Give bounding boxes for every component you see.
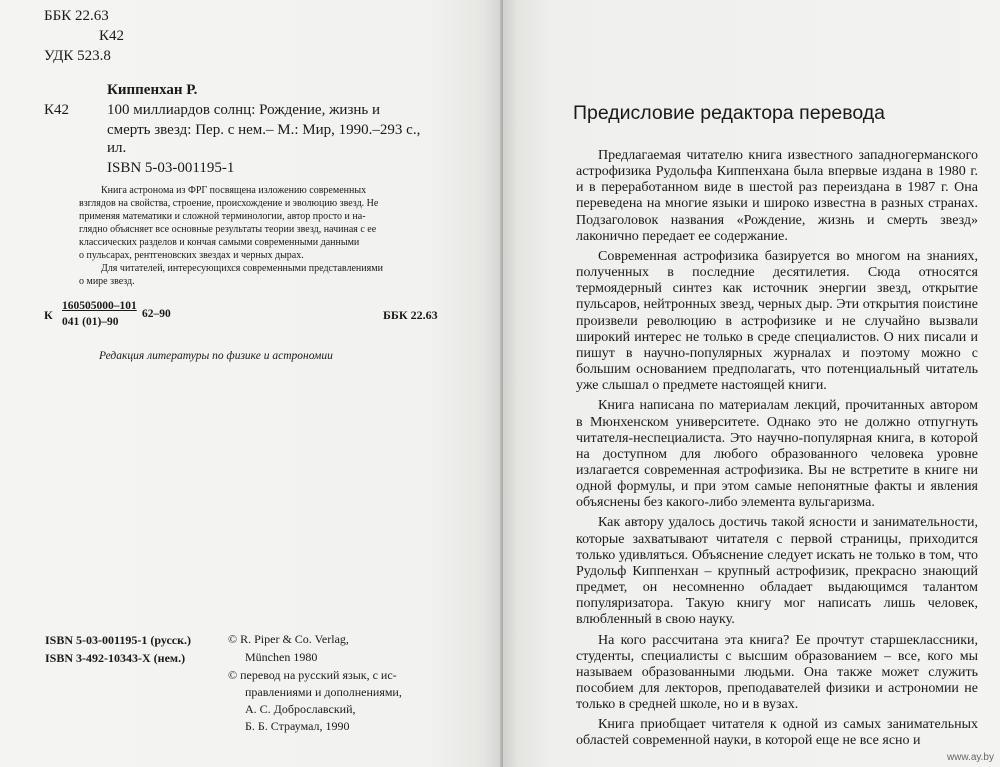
copyright-translation-line-2: правлениями и дополнениями, (245, 685, 402, 699)
copyright-translation-line-3: А. С. Доброславский, (245, 702, 356, 716)
bib-line-1: 100 миллиардов солнц: Рождение, жизнь и (107, 102, 381, 118)
author-mark-top: К42 (99, 28, 125, 44)
bib-line-3: ил. (107, 140, 127, 156)
author-mark-left: К42 (44, 102, 70, 118)
annotation-line-4: глядно объясняет все основные результаты теории звезд, начиная с ее (79, 224, 377, 235)
copyright-publisher-line-2: München 1980 (245, 650, 318, 664)
isbn-main: ISBN 5-03-001195-1 (107, 160, 235, 176)
preface-paragraph-1: Предлагаемая читателю книга известного западногерманского астрофизика Рудольфа Киппенхана была впервые издана в 1980 г. и в переработанном виде в шестой раз переиздана в 1987 г. Она переведена на многие языки и широко известна в разных странах. Подзаголовок названия «Рождение, жизнь и смерть звезд» лаконично передает ее содержание. (576, 148, 978, 244)
preface-paragraph-3: Книга написана по материалам лекций, прочитанных автором в Мюнхенском университете. Однако это не должно отпугнуть читателя-неспециалиста. Это научно-популярная книга, в которой на доступном для любого образованного человека уровне излагается современная астрофизика. Вы не встретите в книге ни одной формулы, и при этом самые непонятные факты и явления объяснены без какого-либо элемента вульгаризма. (576, 398, 978, 511)
annotation-line-5: классических разделов и кончая самыми современными данными (79, 237, 360, 248)
copyright-translation-line-1: © перевод на русский язык, с ис- (228, 668, 397, 682)
code-numerator: 160505000–101 (62, 300, 137, 312)
preface-paragraph-5: На кого рассчитана эта книга? Ее прочтут старшеклассники, студенты, специалисты с высшим образованием – все, кого мы называем образованными людьми. Она также может служить пособием для лекторов, преподавателей физики и астрономии не только в средней школе, но и в вузах. (576, 632, 978, 713)
annotation-line-3: применяя математики и сложной терминологии, автор просто и на- (79, 211, 366, 222)
editorial-line: Редакция литературы по физике и астрономии (99, 350, 333, 362)
code-k: К (44, 308, 53, 322)
copyright-translation-line-4: Б. Б. Страумал, 1990 (245, 719, 350, 733)
bbk-code-bottom: ББК 22.63 (383, 308, 438, 322)
code-denominator: 041 (01)–90 (62, 316, 119, 328)
preface-body (576, 148, 978, 754)
preface-paragraph-4: Как автору удалось достичь такой ясности и занимательности, которые захватывают читателя с первой страницы, приходится только удивляться. Объяснение следует искать не только в том, что Рудольф Киппенхан – крупный астрофизик, прекрасно знающий предмет, он несомненно обладает выдающимся талантом популяризатора. Такую книгу мог написать лишь человек, влюбленный в свою науку. (576, 515, 978, 628)
right-page (503, 0, 1000, 767)
bib-line-2: смерть звезд: Пер. с нем.– М.: Мир, 1990.–293 с., (107, 122, 421, 138)
annotation-line-8: о мире звезд. (79, 276, 135, 287)
author-name: Киппенхан Р. (107, 82, 198, 98)
preface-title: Предисловие редактора перевода (573, 102, 886, 124)
code-suffix: 62–90 (142, 308, 171, 320)
annotation-line-1: Книга астронома из ФРГ посвящена изложению современных (101, 185, 367, 196)
isbn-german: ISBN 3-492-10343-Х (нем.) (45, 651, 186, 665)
copyright-publisher-line-1: © R. Piper & Co. Verlag, (228, 632, 349, 646)
annotation-line-6: о пульсарах, рентгеновских звездах и черных дырах. (79, 250, 304, 261)
annotation-line-7: Для читателей, интересующихся современными представлениями (101, 263, 383, 274)
preface-paragraph-2: Современная астрофизика базируется во многом на знаниях, полученных в последние десятилетия. Сюда относятся термоядерный синтез как источник энергии звезд, открытие пульсаров, нейтронных звезд, черных дыр. Эти открытия поистине произвели революцию в астрофизике и не случайно вызвали широкий интерес не только в среде специалистов. О них писали и пишут в научно-популярных журналах и поэтому можно с большим основанием предполагать, что потенциальный читатель уже слышал о предмете настоящей книги. (576, 248, 978, 394)
annotation-line-2: взглядов на свойства, строение, происхождение и эволюцию звезд. Не (79, 198, 379, 209)
isbn-russian: ISBN 5-03-001195-1 (русск.) (45, 633, 192, 647)
site-watermark: www.ay.by (946, 752, 994, 763)
bbk-code-top: ББК 22.63 (44, 8, 109, 24)
preface-paragraph-6: Книга приобщает читателя к одной из самых занимательных областей современной науки, в которой еще не все ясно и (576, 717, 978, 749)
udk-code: УДК 523.8 (44, 48, 111, 64)
